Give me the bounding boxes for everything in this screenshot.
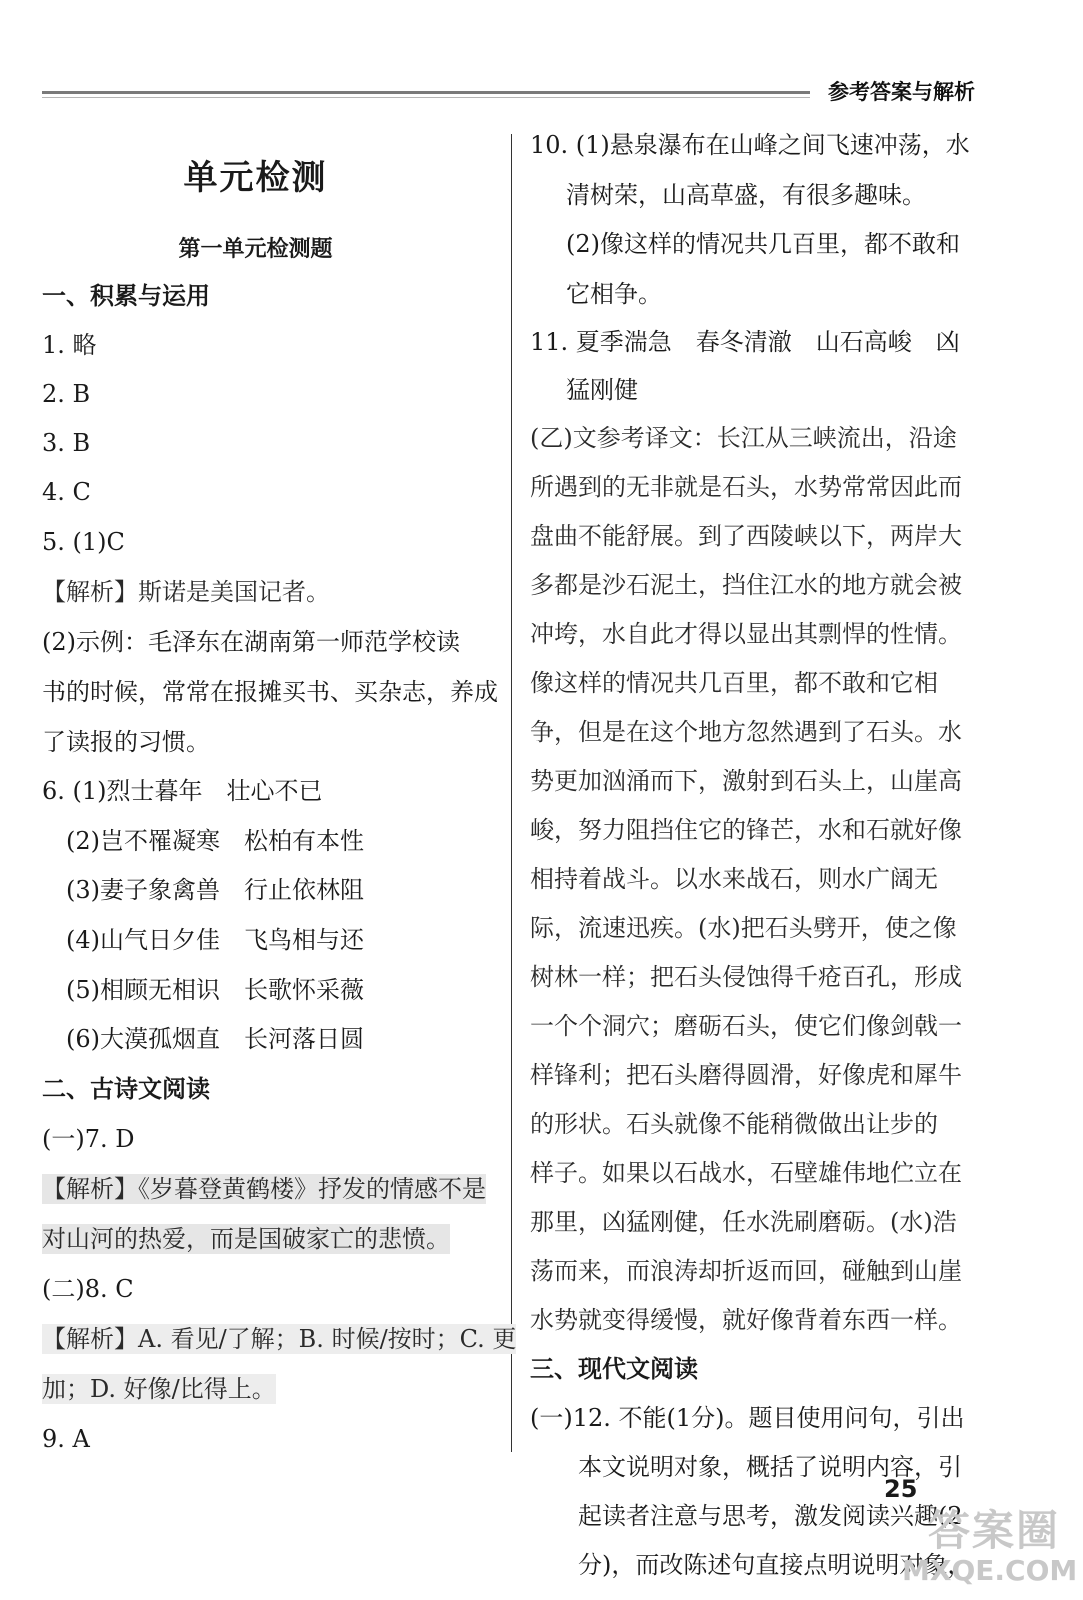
column-divider bbox=[511, 134, 512, 1452]
heading-part1: 一、积累与运用 bbox=[42, 282, 210, 310]
translation-line: 像这样的情况共几百里，都不敢和它相 bbox=[530, 669, 938, 697]
answer-line: 4. C bbox=[42, 478, 91, 506]
translation-line: 所遇到的无非就是石头，水势常常因此而 bbox=[530, 473, 962, 501]
page-number: 25 bbox=[884, 1475, 918, 1503]
poem-line: (3)妻子象禽兽 行止依林阻 bbox=[66, 876, 364, 904]
answer-line: 它相争。 bbox=[566, 280, 662, 308]
poem-line: (6)大漠孤烟直 长河落日圆 bbox=[66, 1025, 364, 1053]
answer-line: 11. 夏季湍急 春冬清澈 山石高峻 凶 bbox=[530, 328, 960, 356]
translation-line: 荡而来，而浪涛却折返而回，碰触到山崖 bbox=[530, 1257, 962, 1285]
answer-line: (2)像这样的情况共几百里，都不敢和 bbox=[566, 230, 960, 258]
translation-line: 那里，凶猛刚健，任水洗刷磨砺。(水)浩 bbox=[530, 1208, 957, 1236]
translation-line: (乙)文参考译文：长江从三峡流出，沿途 bbox=[530, 424, 957, 452]
answer-line: 猛刚健 bbox=[566, 376, 638, 404]
analysis-line: 【解析】斯诺是美国记者。 bbox=[42, 578, 330, 606]
heading-part2: 二、古诗文阅读 bbox=[42, 1075, 210, 1103]
heading-part3: 三、现代文阅读 bbox=[530, 1355, 698, 1383]
answer-line: (二)8. C bbox=[42, 1275, 134, 1303]
answer-line: (一)12. 不能(1分)。题目使用问句，引出 bbox=[530, 1404, 965, 1432]
translation-line: 冲垮，水自此才得以显出其剽悍的性情。 bbox=[530, 620, 962, 648]
answer-line: 清树荣，山高草盛，有很多趣味。 bbox=[566, 181, 926, 209]
answer-line: 2. B bbox=[42, 380, 91, 408]
watermark-url: MXQE.COM bbox=[902, 1554, 1078, 1587]
translation-line: 势更加汹涌而下，激射到石头上，山崖高 bbox=[530, 767, 962, 795]
answer-line: 5. (1)C bbox=[42, 528, 125, 556]
answer-line: 3. B bbox=[42, 429, 91, 457]
translation-line: 树林一样；把石头侵蚀得千疮百孔，形成 bbox=[530, 963, 962, 991]
header-rule-thin bbox=[42, 97, 810, 98]
answer-line: 1. 略 bbox=[42, 331, 97, 359]
answer-line: 分)，而改陈述句直接点明说明对象， bbox=[578, 1551, 972, 1579]
answer-line: 6. (1)烈士暮年 壮心不已 bbox=[42, 777, 323, 805]
translation-line: 争，但是在这个地方忽然遇到了石头。水 bbox=[530, 718, 962, 746]
header-title: 参考答案与解析 bbox=[828, 80, 975, 104]
answer-line: 10. (1)悬泉瀑布在山峰之间飞速冲荡，水 bbox=[530, 131, 970, 159]
answer-line: 起读者注意与思考，激发阅读兴趣(2 bbox=[578, 1502, 963, 1530]
translation-line: 水势就变得缓慢，就好像背着东西一样。 bbox=[530, 1306, 962, 1334]
answer-line: 9. A bbox=[42, 1425, 90, 1453]
watermark-logo bbox=[880, 1498, 1078, 1594]
translation-line: 盘曲不能舒展。到了西陵峡以下，两岸大 bbox=[530, 522, 962, 550]
translation-line: 样子。如果以石战水，石壁雄伟地伫立在 bbox=[530, 1159, 962, 1187]
translation-line: 的形状。石头就像不能稍微做出让步的 bbox=[530, 1110, 938, 1138]
answer-line: (2)示例：毛泽东在湖南第一师范学校读 bbox=[42, 628, 460, 656]
poem-line: (5)相顾无相识 长歌怀采薇 bbox=[66, 976, 364, 1004]
section-subtitle: 第一单元检测题 bbox=[178, 237, 333, 262]
translation-line: 峻，努力阻挡住它的锋芒，水和石就好像 bbox=[530, 816, 962, 844]
watermark-text: 答案圈 bbox=[928, 1506, 1061, 1555]
answer-line: 本文说明对象，概括了说明内容，引 bbox=[578, 1453, 962, 1481]
header-rule bbox=[42, 91, 810, 94]
analysis-line: 【解析】A. 看见/了解；B. 时候/按时；C. 更 bbox=[42, 1325, 517, 1353]
answer-line: 了读报的习惯。 bbox=[42, 728, 210, 756]
analysis-line: 对山河的热爱，而是国破家亡的悲愤。 bbox=[42, 1225, 450, 1253]
analysis-line: 【解析】《岁暮登黄鹤楼》抒发的情感不是 bbox=[42, 1175, 486, 1203]
section-title: 单元检测 bbox=[183, 158, 328, 198]
translation-line: 一个个洞穴；磨砺石头，使它们像剑戟一 bbox=[530, 1012, 962, 1040]
translation-line: 样锋利；把石头磨得圆滑，好像虎和犀牛 bbox=[530, 1061, 962, 1089]
answer-line: 书的时候，常常在报摊买书、买杂志，养成 bbox=[42, 678, 498, 706]
translation-line: 际，流速迅疾。(水)把石头劈开，使之像 bbox=[530, 914, 957, 942]
poem-line: (2)岂不罹凝寒 松柏有本性 bbox=[66, 827, 364, 855]
translation-line: 多都是沙石泥土，挡住江水的地方就会被 bbox=[530, 571, 962, 599]
answer-line: (一)7. D bbox=[42, 1125, 135, 1153]
poem-line: (4)山气日夕佳 飞鸟相与还 bbox=[66, 926, 364, 954]
analysis-line: 加；D. 好像/比得上。 bbox=[42, 1375, 276, 1403]
translation-line: 相持着战斗。以水来战石，则水广阔无 bbox=[530, 865, 938, 893]
